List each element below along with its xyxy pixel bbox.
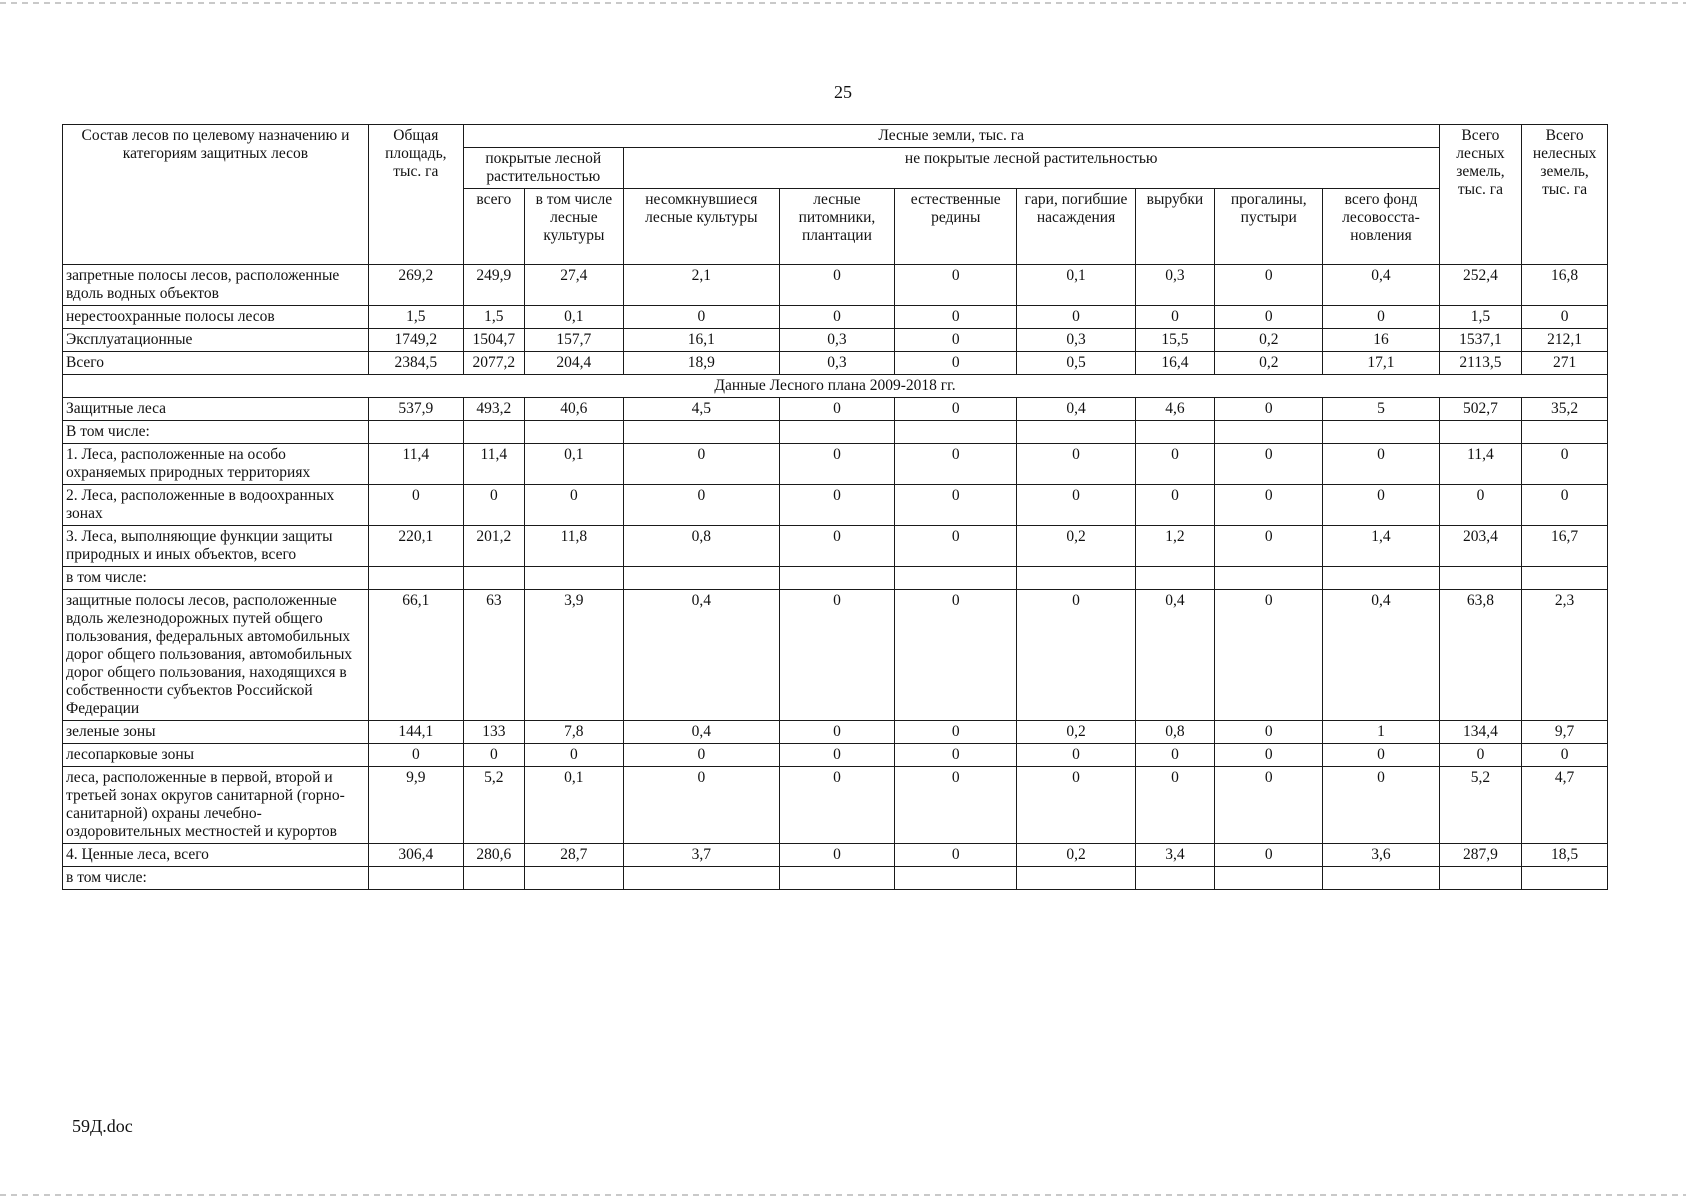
row-value: 269,2	[368, 265, 463, 306]
row-value	[1323, 421, 1439, 444]
row-value	[895, 567, 1017, 590]
row-value: 0	[895, 526, 1017, 567]
header-total-nonforest-lands: Всего нелесных земель, тыс. га	[1522, 125, 1608, 265]
row-value: 0	[1135, 744, 1215, 767]
row-value: 0	[779, 721, 894, 744]
header-cuttings: вырубки	[1135, 189, 1215, 265]
row-value: 0	[524, 485, 623, 526]
row-value: 0,4	[1135, 590, 1215, 721]
row-value: 0,1	[524, 767, 623, 844]
row-value: 0,3	[1017, 329, 1135, 352]
row-value	[1522, 567, 1608, 590]
row-value: 0	[623, 306, 779, 329]
row-value: 0,3	[1135, 265, 1215, 306]
row-value: 63	[463, 590, 524, 721]
row-value	[463, 567, 524, 590]
table-section	[63, 375, 1608, 398]
row-value: 16,7	[1522, 526, 1608, 567]
row-value: 0	[1215, 721, 1323, 744]
row-value: 537,9	[368, 398, 463, 421]
table-row	[63, 352, 1608, 375]
table-row	[63, 867, 1608, 890]
row-value	[1135, 867, 1215, 890]
row-value: 16,8	[1522, 265, 1608, 306]
row-value: 11,4	[368, 444, 463, 485]
row-value	[524, 867, 623, 890]
row-value: 0	[623, 744, 779, 767]
footer-filename: 59Д.doc	[72, 1116, 133, 1136]
row-value: 0	[1135, 485, 1215, 526]
row-value: 1749,2	[368, 329, 463, 352]
row-value: 0,2	[1017, 844, 1135, 867]
row-value: 5,2	[1439, 767, 1522, 844]
row-value: 0	[1017, 306, 1135, 329]
row-label: 1. Леса, расположенные на особо охраняемых природных территориях	[63, 444, 369, 485]
row-value: 201,2	[463, 526, 524, 567]
row-value: 2077,2	[463, 352, 524, 375]
row-value: 4,7	[1522, 767, 1608, 844]
row-value: 0	[1017, 767, 1135, 844]
row-value: 0	[1323, 444, 1439, 485]
row-value: 18,9	[623, 352, 779, 375]
row-value: 0	[779, 767, 894, 844]
row-value	[779, 421, 894, 444]
row-value: 0,2	[1017, 721, 1135, 744]
table-row	[63, 744, 1608, 767]
row-value	[1439, 421, 1522, 444]
row-value: 134,4	[1439, 721, 1522, 744]
row-label: 2. Леса, расположенные в водоохранных зонах	[63, 485, 369, 526]
row-label: В том числе:	[63, 421, 369, 444]
row-value: 0	[1522, 444, 1608, 485]
row-value: 0	[895, 265, 1017, 306]
row-value	[895, 421, 1017, 444]
row-value: 16,4	[1135, 352, 1215, 375]
row-value: 287,9	[1439, 844, 1522, 867]
row-value: 204,4	[524, 352, 623, 375]
row-label: зеленые зоны	[63, 721, 369, 744]
row-value: 5,2	[463, 767, 524, 844]
row-value	[1017, 867, 1135, 890]
row-value: 0	[368, 744, 463, 767]
row-value: 0,1	[1017, 265, 1135, 306]
row-value: 0	[779, 398, 894, 421]
table-row	[63, 306, 1608, 329]
row-value	[463, 421, 524, 444]
row-value	[1439, 567, 1522, 590]
row-value	[524, 421, 623, 444]
row-value	[1439, 867, 1522, 890]
row-value: 0	[1017, 444, 1135, 485]
row-value: 0	[779, 485, 894, 526]
row-label: леса, расположенные в первой, второй и третьей зонах округов санитарной (горно-санитарной) охраны лечебно-оздоровительных местностей и курортов	[63, 767, 369, 844]
row-value: 0,8	[623, 526, 779, 567]
row-value: 15,5	[1135, 329, 1215, 352]
row-value	[779, 567, 894, 590]
row-label: 3. Леса, выполняющие функции защиты природных и иных объектов, всего	[63, 526, 369, 567]
row-value: 0	[1215, 306, 1323, 329]
header-total-area: Общая площадь, тыс. га	[368, 125, 463, 265]
header-reforestation-fund: всего фонд лесовосста-новления	[1323, 189, 1439, 265]
row-value: 0	[1439, 744, 1522, 767]
row-value: 0	[463, 744, 524, 767]
row-value: 17,1	[1323, 352, 1439, 375]
row-value: 0,5	[1017, 352, 1135, 375]
row-value: 5	[1323, 398, 1439, 421]
row-value: 0	[463, 485, 524, 526]
row-value: 1	[1323, 721, 1439, 744]
row-value: 1537,1	[1439, 329, 1522, 352]
row-value	[1135, 567, 1215, 590]
row-value: 0	[368, 485, 463, 526]
row-value: 4,5	[623, 398, 779, 421]
table-row	[63, 265, 1608, 306]
row-value	[524, 567, 623, 590]
table-row	[63, 526, 1608, 567]
row-value: 0	[895, 485, 1017, 526]
header-burned: гари, погибшие насаждения	[1017, 189, 1135, 265]
row-label: Защитные леса	[63, 398, 369, 421]
row-value: 212,1	[1522, 329, 1608, 352]
row-value: 0	[895, 444, 1017, 485]
row-value: 0	[1522, 306, 1608, 329]
header-nurseries: лесные питомники, плантации	[779, 189, 894, 265]
row-value	[1522, 421, 1608, 444]
row-value: 0,3	[779, 352, 894, 375]
row-value: 2384,5	[368, 352, 463, 375]
row-value: 3,7	[623, 844, 779, 867]
row-value: 0,1	[524, 306, 623, 329]
header-covered: покрытые лесной растительностью	[463, 148, 623, 189]
row-value	[1323, 867, 1439, 890]
header-unclosed-cultures: несомкнувшиеся лесные культуры	[623, 189, 779, 265]
row-value: 2,3	[1522, 590, 1608, 721]
row-value: 0,4	[1017, 398, 1135, 421]
row-value: 11,8	[524, 526, 623, 567]
row-value: 252,4	[1439, 265, 1522, 306]
row-label: Всего	[63, 352, 369, 375]
row-value: 1,2	[1135, 526, 1215, 567]
row-value	[1017, 567, 1135, 590]
row-value	[1017, 421, 1135, 444]
row-value	[1215, 421, 1323, 444]
row-value: 0	[779, 744, 894, 767]
row-value: 0,2	[1215, 352, 1323, 375]
row-value: 0	[1215, 398, 1323, 421]
row-value: 0	[1323, 485, 1439, 526]
row-value: 0,8	[1135, 721, 1215, 744]
row-value: 0,2	[1017, 526, 1135, 567]
row-value: 203,4	[1439, 526, 1522, 567]
row-value: 16,1	[623, 329, 779, 352]
forest-composition-table	[62, 124, 1608, 890]
table-row	[63, 444, 1608, 485]
row-label: запретные полосы лесов, расположенные вдоль водных объектов	[63, 265, 369, 306]
scan-edge-bottom	[0, 1194, 1686, 1196]
row-value: 27,4	[524, 265, 623, 306]
row-value: 0	[895, 721, 1017, 744]
row-value	[1323, 567, 1439, 590]
row-value: 144,1	[368, 721, 463, 744]
row-value: 0	[1522, 485, 1608, 526]
row-value: 0	[524, 744, 623, 767]
section-title: Данные Лесного плана 2009-2018 гг.	[63, 375, 1608, 398]
table-row	[63, 767, 1608, 844]
header-not-covered: не покрытые лесной растительностью	[623, 148, 1439, 189]
row-value: 0	[1215, 744, 1323, 767]
row-value: 220,1	[368, 526, 463, 567]
row-label: лесопарковые зоны	[63, 744, 369, 767]
row-value: 0	[1215, 844, 1323, 867]
row-label: 4. Ценные леса, всего	[63, 844, 369, 867]
row-value	[368, 567, 463, 590]
row-value: 3,9	[524, 590, 623, 721]
row-value: 3,6	[1323, 844, 1439, 867]
header-glades: прогалины, пустыри	[1215, 189, 1323, 265]
row-value: 0,1	[524, 444, 623, 485]
row-label: Эксплуатационные	[63, 329, 369, 352]
row-value: 0	[895, 329, 1017, 352]
table-row	[63, 485, 1608, 526]
row-label: нерестоохранные полосы лесов	[63, 306, 369, 329]
row-value: 0	[779, 306, 894, 329]
row-value: 18,5	[1522, 844, 1608, 867]
row-value: 0	[1135, 444, 1215, 485]
row-value	[368, 421, 463, 444]
row-value	[623, 867, 779, 890]
table-row	[63, 844, 1608, 867]
row-value: 0,4	[623, 590, 779, 721]
row-value: 40,6	[524, 398, 623, 421]
scan-edge-top	[0, 2, 1686, 4]
row-value: 0	[895, 398, 1017, 421]
row-value: 0	[1215, 265, 1323, 306]
header-total-forest-lands: Всего лесных земель, тыс. га	[1439, 125, 1522, 265]
row-value	[1215, 567, 1323, 590]
row-value: 0	[895, 590, 1017, 721]
row-value	[463, 867, 524, 890]
table-body-after	[63, 398, 1608, 890]
row-value: 0	[779, 844, 894, 867]
row-value	[368, 867, 463, 890]
row-value: 280,6	[463, 844, 524, 867]
row-value	[623, 567, 779, 590]
row-value: 0	[1323, 767, 1439, 844]
row-value: 1,5	[1439, 306, 1522, 329]
row-value: 0	[779, 444, 894, 485]
row-value: 306,4	[368, 844, 463, 867]
row-value: 0	[1017, 590, 1135, 721]
row-value: 2,1	[623, 265, 779, 306]
row-value: 35,2	[1522, 398, 1608, 421]
row-value: 0	[895, 844, 1017, 867]
row-value: 0	[1017, 744, 1135, 767]
row-value: 0	[895, 306, 1017, 329]
row-value: 157,7	[524, 329, 623, 352]
table-row	[63, 329, 1608, 352]
row-value	[623, 421, 779, 444]
table-header	[63, 125, 1608, 265]
row-value: 7,8	[524, 721, 623, 744]
row-value: 9,9	[368, 767, 463, 844]
row-value: 249,9	[463, 265, 524, 306]
row-value: 0	[895, 352, 1017, 375]
row-value: 493,2	[463, 398, 524, 421]
header-forest-lands: Лесные земли, тыс. га	[463, 125, 1439, 148]
header-covered-total: всего	[463, 189, 524, 265]
row-value: 11,4	[463, 444, 524, 485]
row-label: в том числе:	[63, 567, 369, 590]
row-value: 0	[779, 526, 894, 567]
row-value: 0	[623, 485, 779, 526]
header-covered-cultures: в том числе лесные культуры	[524, 189, 623, 265]
header-composition: Состав лесов по целевому назначению и категориям защитных лесов	[63, 125, 369, 265]
row-value: 271	[1522, 352, 1608, 375]
row-value: 0	[779, 590, 894, 721]
row-value: 0	[1522, 744, 1608, 767]
row-value: 0	[1215, 526, 1323, 567]
row-label: в том числе:	[63, 867, 369, 890]
row-value: 3,4	[1135, 844, 1215, 867]
row-value: 0	[1017, 485, 1135, 526]
row-value	[779, 867, 894, 890]
row-value: 0	[1439, 485, 1522, 526]
row-value: 1,5	[368, 306, 463, 329]
row-value: 63,8	[1439, 590, 1522, 721]
row-value: 66,1	[368, 590, 463, 721]
row-value: 9,7	[1522, 721, 1608, 744]
row-value: 0	[779, 265, 894, 306]
row-value	[1215, 867, 1323, 890]
row-value: 0	[623, 444, 779, 485]
row-value: 0	[623, 767, 779, 844]
row-value: 0,3	[779, 329, 894, 352]
row-value: 0	[1215, 444, 1323, 485]
row-value: 0	[1323, 744, 1439, 767]
row-value: 0	[895, 744, 1017, 767]
page-number: 25	[834, 82, 852, 102]
row-value: 0	[895, 767, 1017, 844]
row-value: 1,5	[463, 306, 524, 329]
row-value	[1522, 867, 1608, 890]
table-row	[63, 567, 1608, 590]
row-value: 502,7	[1439, 398, 1522, 421]
row-value: 2113,5	[1439, 352, 1522, 375]
row-value: 0	[1323, 306, 1439, 329]
row-value: 0	[1215, 767, 1323, 844]
row-value: 0	[1215, 485, 1323, 526]
row-value: 4,6	[1135, 398, 1215, 421]
row-label: защитные полосы лесов, расположенные вдоль железнодорожных путей общего пользования, федеральных автомобильных дорог общего пользования, автомобильных дорог общего пользования, находящихся в собственности субъектов Российской Федерации	[63, 590, 369, 721]
row-value: 0,4	[623, 721, 779, 744]
row-value: 1,4	[1323, 526, 1439, 567]
row-value: 0,2	[1215, 329, 1323, 352]
row-value	[895, 867, 1017, 890]
row-value: 0	[1215, 590, 1323, 721]
table-body-before	[63, 265, 1608, 375]
row-value: 0,4	[1323, 265, 1439, 306]
table-row	[63, 421, 1608, 444]
row-value: 0,4	[1323, 590, 1439, 721]
row-value: 0	[1135, 767, 1215, 844]
row-value	[1135, 421, 1215, 444]
table-row	[63, 398, 1608, 421]
row-value: 0	[1135, 306, 1215, 329]
row-value: 1504,7	[463, 329, 524, 352]
header-natural-sparse: естественные редины	[895, 189, 1017, 265]
row-value: 133	[463, 721, 524, 744]
table-row	[63, 721, 1608, 744]
table-row	[63, 590, 1608, 721]
row-value: 11,4	[1439, 444, 1522, 485]
row-value: 28,7	[524, 844, 623, 867]
row-value: 16	[1323, 329, 1439, 352]
